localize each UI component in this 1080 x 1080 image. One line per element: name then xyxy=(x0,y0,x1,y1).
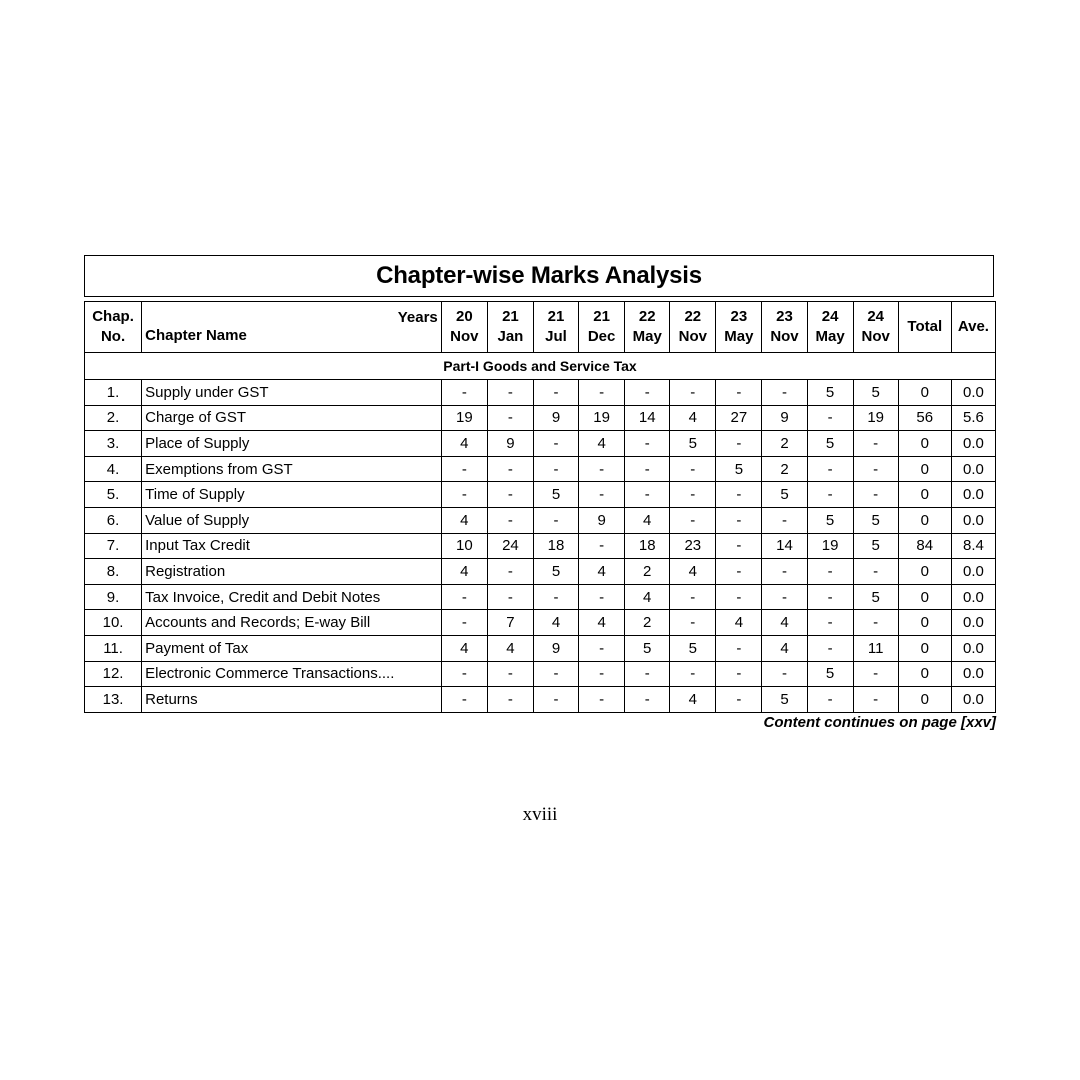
average-cell: 0.0 xyxy=(951,687,995,713)
marks-cell: - xyxy=(579,456,625,482)
average-cell: 8.4 xyxy=(951,533,995,559)
table-row xyxy=(85,687,996,713)
marks-cell: - xyxy=(625,456,670,482)
chapter-number: 4. xyxy=(85,456,142,482)
average-cell: 0.0 xyxy=(951,635,995,661)
marks-cell: 5 xyxy=(807,431,853,457)
header-period-month: Dec xyxy=(587,328,616,345)
total-cell: 0 xyxy=(898,380,951,406)
table-title: Chapter-wise Marks Analysis xyxy=(376,262,702,289)
table-row xyxy=(85,610,996,636)
marks-cell: - xyxy=(853,482,898,508)
marks-cell: - xyxy=(441,687,487,713)
marks-cell: 5 xyxy=(533,482,578,508)
table-row xyxy=(85,507,996,533)
chapter-number: 13. xyxy=(85,687,142,713)
chapter-number: 7. xyxy=(85,533,142,559)
marks-cell: 2 xyxy=(762,456,807,482)
marks-cell: - xyxy=(716,507,762,533)
marks-cell: - xyxy=(853,559,898,585)
marks-cell: - xyxy=(762,661,807,687)
marks-cell: - xyxy=(625,431,670,457)
marks-cell: 5 xyxy=(670,635,716,661)
table-row xyxy=(85,482,996,508)
marks-cell: 4 xyxy=(625,584,670,610)
marks-cell: 9 xyxy=(487,431,533,457)
marks-cell: - xyxy=(533,507,578,533)
average-cell: 0.0 xyxy=(951,482,995,508)
marks-cell: - xyxy=(533,431,578,457)
marks-cell: 9 xyxy=(533,405,578,431)
table-row xyxy=(85,661,996,687)
marks-cell: 7 xyxy=(487,610,533,636)
header-period-year: 22 xyxy=(638,308,656,325)
chapter-number: 12. xyxy=(85,661,142,687)
part-title: Part-I Goods and Service Tax xyxy=(85,353,996,380)
total-cell: 0 xyxy=(898,431,951,457)
header-period-month: Nov xyxy=(678,328,707,345)
marks-cell: 5 xyxy=(807,661,853,687)
marks-cell: 4 xyxy=(670,559,716,585)
chapter-name: Payment of Tax xyxy=(142,635,442,661)
header-period-month: May xyxy=(815,328,845,345)
marks-cell: - xyxy=(487,661,533,687)
marks-cell: 5 xyxy=(716,456,762,482)
marks-cell: - xyxy=(716,687,762,713)
chapter-name: Registration xyxy=(142,559,442,585)
marks-cell: - xyxy=(441,482,487,508)
marks-cell: - xyxy=(579,533,625,559)
chapter-number: 5. xyxy=(85,482,142,508)
marks-cell: - xyxy=(579,635,625,661)
header-period xyxy=(807,302,853,353)
marks-cell: - xyxy=(533,687,578,713)
chapter-number: 1. xyxy=(85,380,142,406)
average-cell: 0.0 xyxy=(951,456,995,482)
table-row xyxy=(85,584,996,610)
marks-cell: - xyxy=(716,559,762,585)
total-cell: 0 xyxy=(898,482,951,508)
marks-cell: - xyxy=(807,559,853,585)
marks-cell: - xyxy=(487,482,533,508)
marks-cell: - xyxy=(441,661,487,687)
marks-cell: - xyxy=(853,431,898,457)
header-period xyxy=(533,302,578,353)
header-period-month: Jan xyxy=(497,328,524,345)
header-total: Total xyxy=(898,302,951,353)
marks-cell: 2 xyxy=(625,610,670,636)
marks-cell: - xyxy=(579,661,625,687)
marks-cell: 5 xyxy=(853,380,898,406)
header-period-year: 21 xyxy=(593,308,610,325)
marks-cell: 24 xyxy=(487,533,533,559)
marks-cell: - xyxy=(579,482,625,508)
chapter-number: 9. xyxy=(85,584,142,610)
marks-cell: - xyxy=(487,380,533,406)
marks-cell: - xyxy=(670,584,716,610)
marks-cell: - xyxy=(670,661,716,687)
marks-cell: 9 xyxy=(533,635,578,661)
header-period-month: Jul xyxy=(545,328,567,345)
table-row xyxy=(85,559,996,585)
marks-cell: - xyxy=(807,610,853,636)
marks-cell: 4 xyxy=(762,635,807,661)
marks-cell: 11 xyxy=(853,635,898,661)
average-cell: 0.0 xyxy=(951,380,995,406)
chapter-number: 3. xyxy=(85,431,142,457)
header-chapter-name xyxy=(142,302,442,353)
table-row xyxy=(85,533,996,559)
marks-cell: 2 xyxy=(762,431,807,457)
marks-cell: 14 xyxy=(625,405,670,431)
marks-cell: - xyxy=(807,687,853,713)
marks-cell: - xyxy=(762,584,807,610)
table-row xyxy=(85,405,996,431)
marks-cell: 5 xyxy=(807,380,853,406)
table-row xyxy=(85,380,996,406)
header-period xyxy=(670,302,716,353)
table-row xyxy=(85,456,996,482)
marks-cell: - xyxy=(853,661,898,687)
marks-cell: - xyxy=(716,380,762,406)
marks-cell: - xyxy=(441,610,487,636)
chapter-name: Value of Supply xyxy=(142,507,442,533)
marks-cell: 5 xyxy=(807,507,853,533)
header-period xyxy=(579,302,625,353)
marks-cell: 4 xyxy=(670,687,716,713)
header-period-year: 24 xyxy=(867,308,885,325)
marks-cell: - xyxy=(487,559,533,585)
chapter-name: Charge of GST xyxy=(142,405,442,431)
marks-cell: - xyxy=(853,610,898,636)
marks-cell: - xyxy=(533,380,578,406)
header-period xyxy=(853,302,898,353)
header-ave: Ave. xyxy=(951,302,995,353)
marks-cell: - xyxy=(853,687,898,713)
marks-cell: 5 xyxy=(533,559,578,585)
marks-cell: - xyxy=(716,661,762,687)
marks-cell: 5 xyxy=(853,507,898,533)
header-chapter-name-label: Chapter Name xyxy=(145,327,247,344)
marks-cell: - xyxy=(716,584,762,610)
total-cell: 0 xyxy=(898,635,951,661)
chapter-number: 2. xyxy=(85,405,142,431)
marks-cell: - xyxy=(487,456,533,482)
marks-cell: - xyxy=(533,456,578,482)
header-period xyxy=(441,302,487,353)
marks-cell: - xyxy=(625,661,670,687)
marks-cell: 5 xyxy=(762,482,807,508)
header-period xyxy=(762,302,807,353)
chapter-number: 8. xyxy=(85,559,142,585)
marks-cell: 4 xyxy=(487,635,533,661)
marks-cell: - xyxy=(487,687,533,713)
chapter-name: Exemptions from GST xyxy=(142,456,442,482)
marks-cell: - xyxy=(807,635,853,661)
marks-cell: - xyxy=(716,533,762,559)
marks-cell: - xyxy=(625,687,670,713)
header-period-month: Nov xyxy=(770,328,799,345)
header-period-year: 23 xyxy=(776,308,793,325)
total-cell: 84 xyxy=(898,533,951,559)
average-cell: 0.0 xyxy=(951,610,995,636)
marks-cell: 9 xyxy=(762,405,807,431)
marks-cell: 19 xyxy=(441,405,487,431)
header-period-year: 22 xyxy=(684,308,702,325)
marks-cell: - xyxy=(670,456,716,482)
header-period-month: Nov xyxy=(861,328,890,345)
average-cell: 0.0 xyxy=(951,559,995,585)
header-period-month: Nov xyxy=(450,328,479,345)
marks-cell: - xyxy=(441,380,487,406)
chapter-name: Input Tax Credit xyxy=(142,533,442,559)
marks-cell: - xyxy=(670,482,716,508)
average-cell: 5.6 xyxy=(951,405,995,431)
chapter-name: Accounts and Records; E-way Bill xyxy=(142,610,442,636)
total-cell: 0 xyxy=(898,687,951,713)
marks-cell: - xyxy=(533,584,578,610)
total-cell: 0 xyxy=(898,456,951,482)
chapter-number: 6. xyxy=(85,507,142,533)
average-cell: 0.0 xyxy=(951,584,995,610)
header-period-year: 21 xyxy=(547,308,565,325)
header-period-year: 24 xyxy=(821,308,839,325)
header-chap-no-line1: Chap. xyxy=(92,308,134,325)
marks-cell: - xyxy=(441,456,487,482)
header-chap-no xyxy=(85,302,142,353)
marks-cell: 19 xyxy=(579,405,625,431)
marks-cell: - xyxy=(807,482,853,508)
marks-cell: - xyxy=(670,380,716,406)
marks-cell: - xyxy=(625,482,670,508)
header-period-month: May xyxy=(632,328,662,345)
chapter-name: Supply under GST xyxy=(142,380,442,406)
header-period xyxy=(487,302,533,353)
chapter-number: 11. xyxy=(85,635,142,661)
part-row xyxy=(85,353,996,380)
marks-cell: 4 xyxy=(670,405,716,431)
header-period xyxy=(716,302,762,353)
marks-cell: 4 xyxy=(533,610,578,636)
marks-cell: 2 xyxy=(625,559,670,585)
total-cell: 0 xyxy=(898,559,951,585)
marks-cell: 18 xyxy=(533,533,578,559)
marks-cell: 5 xyxy=(625,635,670,661)
total-cell: 0 xyxy=(898,584,951,610)
marks-cell: 5 xyxy=(670,431,716,457)
average-cell: 0.0 xyxy=(951,507,995,533)
chapter-name: Electronic Commerce Transactions.... xyxy=(142,661,442,687)
marks-cell: - xyxy=(762,380,807,406)
marks-cell: 4 xyxy=(441,507,487,533)
marks-cell: - xyxy=(487,584,533,610)
chapter-name: Tax Invoice, Credit and Debit Notes xyxy=(142,584,442,610)
header-period-year: 20 xyxy=(455,308,473,325)
marks-cell: 4 xyxy=(441,635,487,661)
header-period xyxy=(625,302,670,353)
marks-cell: - xyxy=(579,687,625,713)
marks-cell: 14 xyxy=(762,533,807,559)
total-cell: 56 xyxy=(898,405,951,431)
marks-cell: 18 xyxy=(625,533,670,559)
marks-cell: - xyxy=(716,635,762,661)
marks-cell: 5 xyxy=(853,584,898,610)
marks-cell: 4 xyxy=(441,559,487,585)
marks-cell: 23 xyxy=(670,533,716,559)
continues-note: Content continues on page [xxv] xyxy=(763,714,996,731)
average-cell: 0.0 xyxy=(951,431,995,457)
page-number: xviii xyxy=(522,804,558,825)
marks-cell: - xyxy=(533,661,578,687)
marks-cell: 19 xyxy=(807,533,853,559)
marks-cell: - xyxy=(579,380,625,406)
marks-cell: - xyxy=(853,456,898,482)
marks-table xyxy=(84,301,996,713)
marks-cell: 9 xyxy=(579,507,625,533)
marks-cell: 4 xyxy=(441,431,487,457)
table-row xyxy=(85,431,996,457)
marks-cell: - xyxy=(807,405,853,431)
table-row xyxy=(85,635,996,661)
header-row xyxy=(85,302,996,353)
marks-cell: - xyxy=(441,584,487,610)
header-period-year: 21 xyxy=(502,308,519,325)
marks-cell: 5 xyxy=(853,533,898,559)
chapter-number: 10. xyxy=(85,610,142,636)
marks-cell: - xyxy=(487,507,533,533)
chapter-name: Time of Supply xyxy=(142,482,442,508)
chapter-name: Place of Supply xyxy=(142,431,442,457)
marks-cell: - xyxy=(807,584,853,610)
marks-cell: - xyxy=(716,431,762,457)
marks-cell: - xyxy=(625,380,670,406)
marks-cell: - xyxy=(716,482,762,508)
marks-cell: - xyxy=(762,507,807,533)
marks-cell: - xyxy=(762,559,807,585)
marks-cell: - xyxy=(579,584,625,610)
marks-cell: 4 xyxy=(762,610,807,636)
average-cell: 0.0 xyxy=(951,661,995,687)
marks-cell: 19 xyxy=(853,405,898,431)
total-cell: 0 xyxy=(898,661,951,687)
header-years-label: Years xyxy=(397,309,438,326)
total-cell: 0 xyxy=(898,610,951,636)
chapter-name: Returns xyxy=(142,687,442,713)
marks-cell: - xyxy=(670,507,716,533)
total-cell: 0 xyxy=(898,507,951,533)
marks-cell: 4 xyxy=(625,507,670,533)
marks-cell: 10 xyxy=(441,533,487,559)
header-period-year: 23 xyxy=(730,308,748,325)
marks-cell: 5 xyxy=(762,687,807,713)
marks-cell: 4 xyxy=(579,559,625,585)
marks-cell: - xyxy=(487,405,533,431)
marks-cell: 4 xyxy=(579,431,625,457)
marks-cell: 4 xyxy=(716,610,762,636)
marks-cell: 4 xyxy=(579,610,625,636)
header-chap-no-line2: No. xyxy=(100,328,126,345)
table-title-box xyxy=(84,255,994,297)
marks-cell: - xyxy=(807,456,853,482)
marks-cell: 27 xyxy=(716,405,762,431)
marks-cell: - xyxy=(670,610,716,636)
header-period-month: May xyxy=(724,328,754,345)
